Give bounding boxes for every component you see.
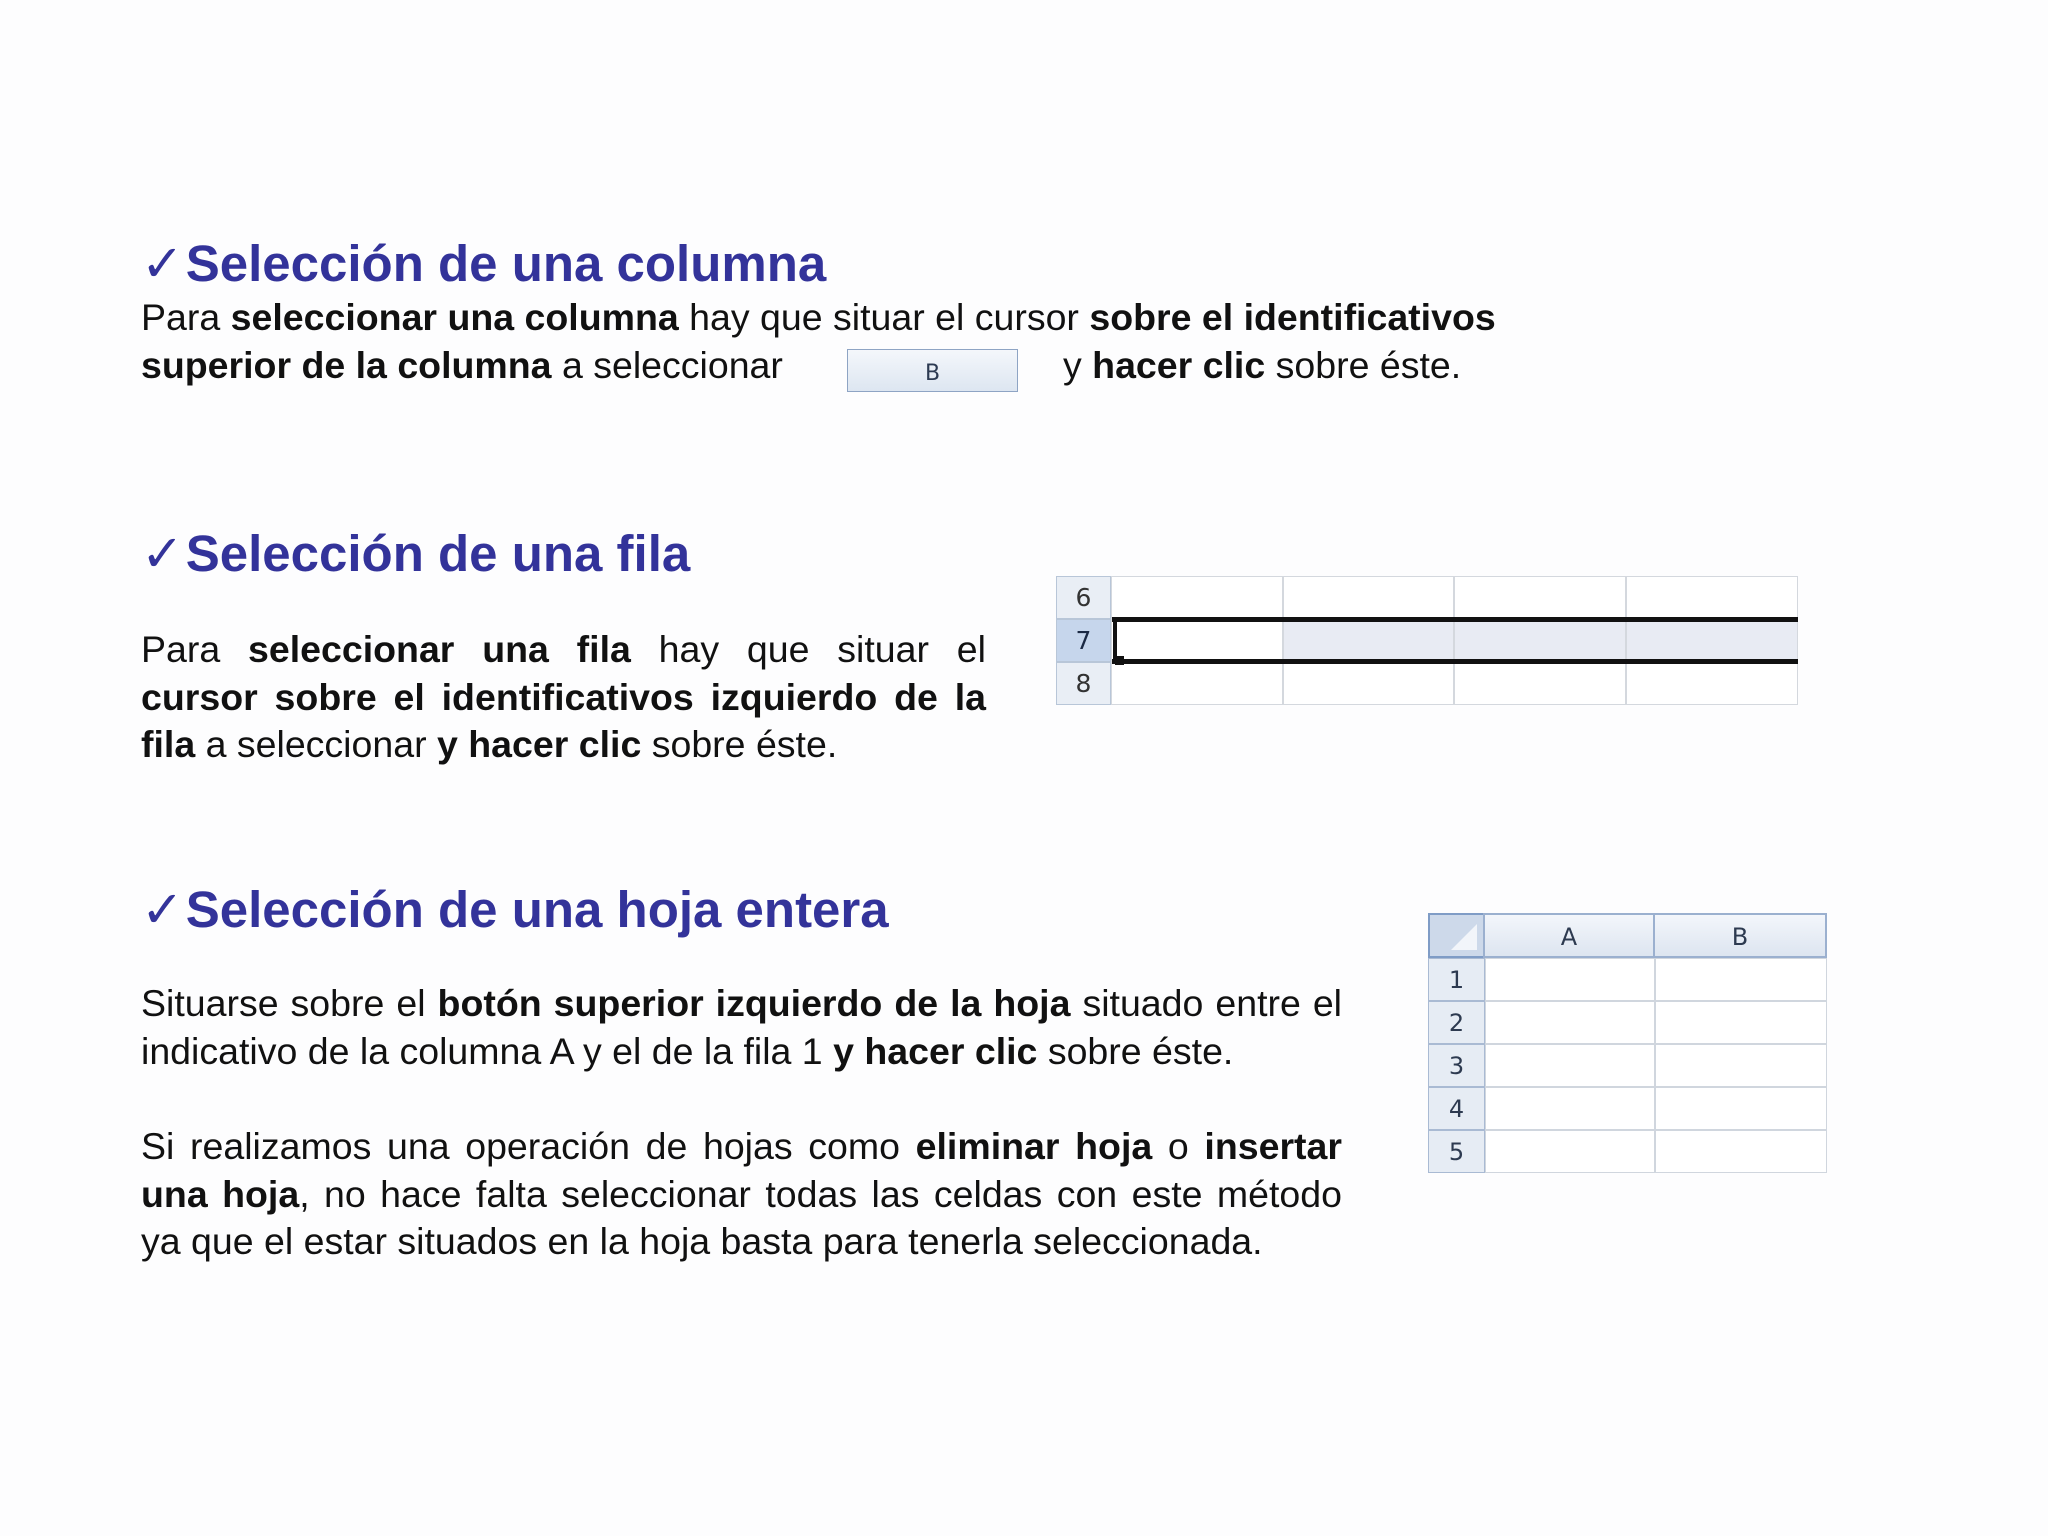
grid-cell — [1655, 1044, 1827, 1087]
bold-text-run: seleccionar una columna — [230, 296, 679, 338]
grid-cell — [1655, 1001, 1827, 1044]
select-all-triangle-icon — [1451, 924, 1477, 950]
bold-text-run: y hacer clic — [833, 1029, 1038, 1072]
bold-text-run: superior de la columna — [141, 344, 552, 386]
grid-cell — [1485, 958, 1655, 1001]
row-selection-image — [1056, 576, 1798, 708]
heading-text: Selección de una columna — [185, 235, 827, 292]
column-b-header-image — [847, 349, 1018, 392]
text-run: Situarse sobre el — [141, 982, 438, 1024]
text-run: Para — [141, 628, 249, 670]
grid-cell — [1485, 1044, 1655, 1087]
column-paragraph-line-2 — [141, 342, 783, 390]
sheet-paragraph-2 — [141, 1123, 1342, 1266]
grid-cell-selected — [1626, 619, 1798, 662]
grid-cell-selected — [1283, 619, 1454, 662]
checkmark-icon: ✓ — [141, 235, 184, 292]
grid-cell-selected — [1454, 619, 1626, 662]
bold-text-run: seleccionar una fila — [248, 628, 631, 670]
bold-text-run: sobre el identificativos — [1089, 296, 1496, 338]
grid-cell — [1111, 576, 1283, 619]
checkmark-icon: ✓ — [141, 525, 184, 582]
row-header-selected: 7 — [1056, 619, 1111, 662]
column-header: B — [1653, 913, 1827, 958]
column-header: A — [1483, 913, 1655, 958]
fill-handle-icon — [1115, 656, 1124, 665]
text-run: , no hace falta seleccionar todas las celdas con este método ya que el estar situados en la hoja basta para tenerla seleccionada. — [141, 1172, 1342, 1262]
row-header: 1 — [1428, 958, 1485, 1001]
heading-text: Selección de una fila — [185, 525, 691, 582]
text-run: hay que situar el cursor — [678, 296, 1090, 338]
heading-column-selection — [141, 234, 826, 294]
bold-text-run: y hacer clic — [436, 723, 642, 765]
grid-cell — [1655, 958, 1827, 1001]
text-run: sobre éste. — [1265, 344, 1462, 386]
row-header: 2 — [1428, 1001, 1485, 1044]
row-header: 8 — [1056, 662, 1111, 705]
grid-cell-active — [1111, 619, 1283, 662]
text-run: a seleccionar — [195, 723, 437, 765]
bold-text-run: hacer clic — [1092, 344, 1266, 386]
bold-text-run: botón superior izquierdo de la hoja — [437, 982, 1071, 1024]
text-run: y — [1063, 344, 1093, 386]
text-run: situado entre el indicativo de la columna A y el de la fila 1 — [141, 982, 1343, 1072]
selection-border-top — [1112, 617, 1798, 622]
grid-cell — [1283, 662, 1454, 705]
row-header: 6 — [1056, 576, 1111, 619]
text-run: Si realizamos una operación de hojas como — [141, 1125, 916, 1167]
column-paragraph-line-2-end — [1063, 342, 1461, 390]
selection-border-bottom — [1112, 659, 1798, 664]
row-header: 3 — [1428, 1044, 1485, 1087]
grid-cell — [1111, 662, 1283, 705]
grid-cell — [1655, 1087, 1827, 1130]
text-run: a seleccionar — [551, 344, 783, 386]
row-paragraph — [141, 626, 986, 769]
column-paragraph-line-1 — [141, 294, 1741, 342]
grid-cell — [1454, 662, 1626, 705]
text-run: sobre éste. — [641, 723, 838, 765]
bold-text-run: insertar una hoja — [141, 1125, 1342, 1215]
bold-text-run: eliminar hoja — [915, 1125, 1153, 1167]
grid-cell — [1485, 1001, 1655, 1044]
grid-cell — [1283, 576, 1454, 619]
checkmark-icon: ✓ — [141, 881, 184, 938]
grid-cell — [1454, 576, 1626, 619]
text-run: hay que situar el — [630, 628, 986, 670]
grid-cell — [1485, 1087, 1655, 1130]
grid-cell — [1655, 1130, 1827, 1173]
grid-cell — [1626, 576, 1798, 619]
heading-text: Selección de una hoja entera — [185, 881, 889, 938]
column-header-label: B — [924, 361, 941, 386]
select-all-corner-button — [1428, 913, 1485, 958]
whole-sheet-image — [1428, 913, 1827, 1172]
grid-cell — [1485, 1130, 1655, 1173]
text-run: o — [1152, 1125, 1205, 1167]
text-run: sobre éste. — [1037, 1029, 1234, 1072]
sheet-paragraph-1 — [141, 980, 1342, 1075]
text-run: Para — [141, 296, 231, 338]
row-header: 5 — [1428, 1130, 1485, 1173]
bold-text-run: cursor sobre el identificativos izquierdo de la fila — [141, 675, 986, 765]
heading-sheet-selection — [141, 880, 889, 940]
grid-cell — [1626, 662, 1798, 705]
heading-row-selection — [141, 524, 690, 584]
row-header: 4 — [1428, 1087, 1485, 1130]
